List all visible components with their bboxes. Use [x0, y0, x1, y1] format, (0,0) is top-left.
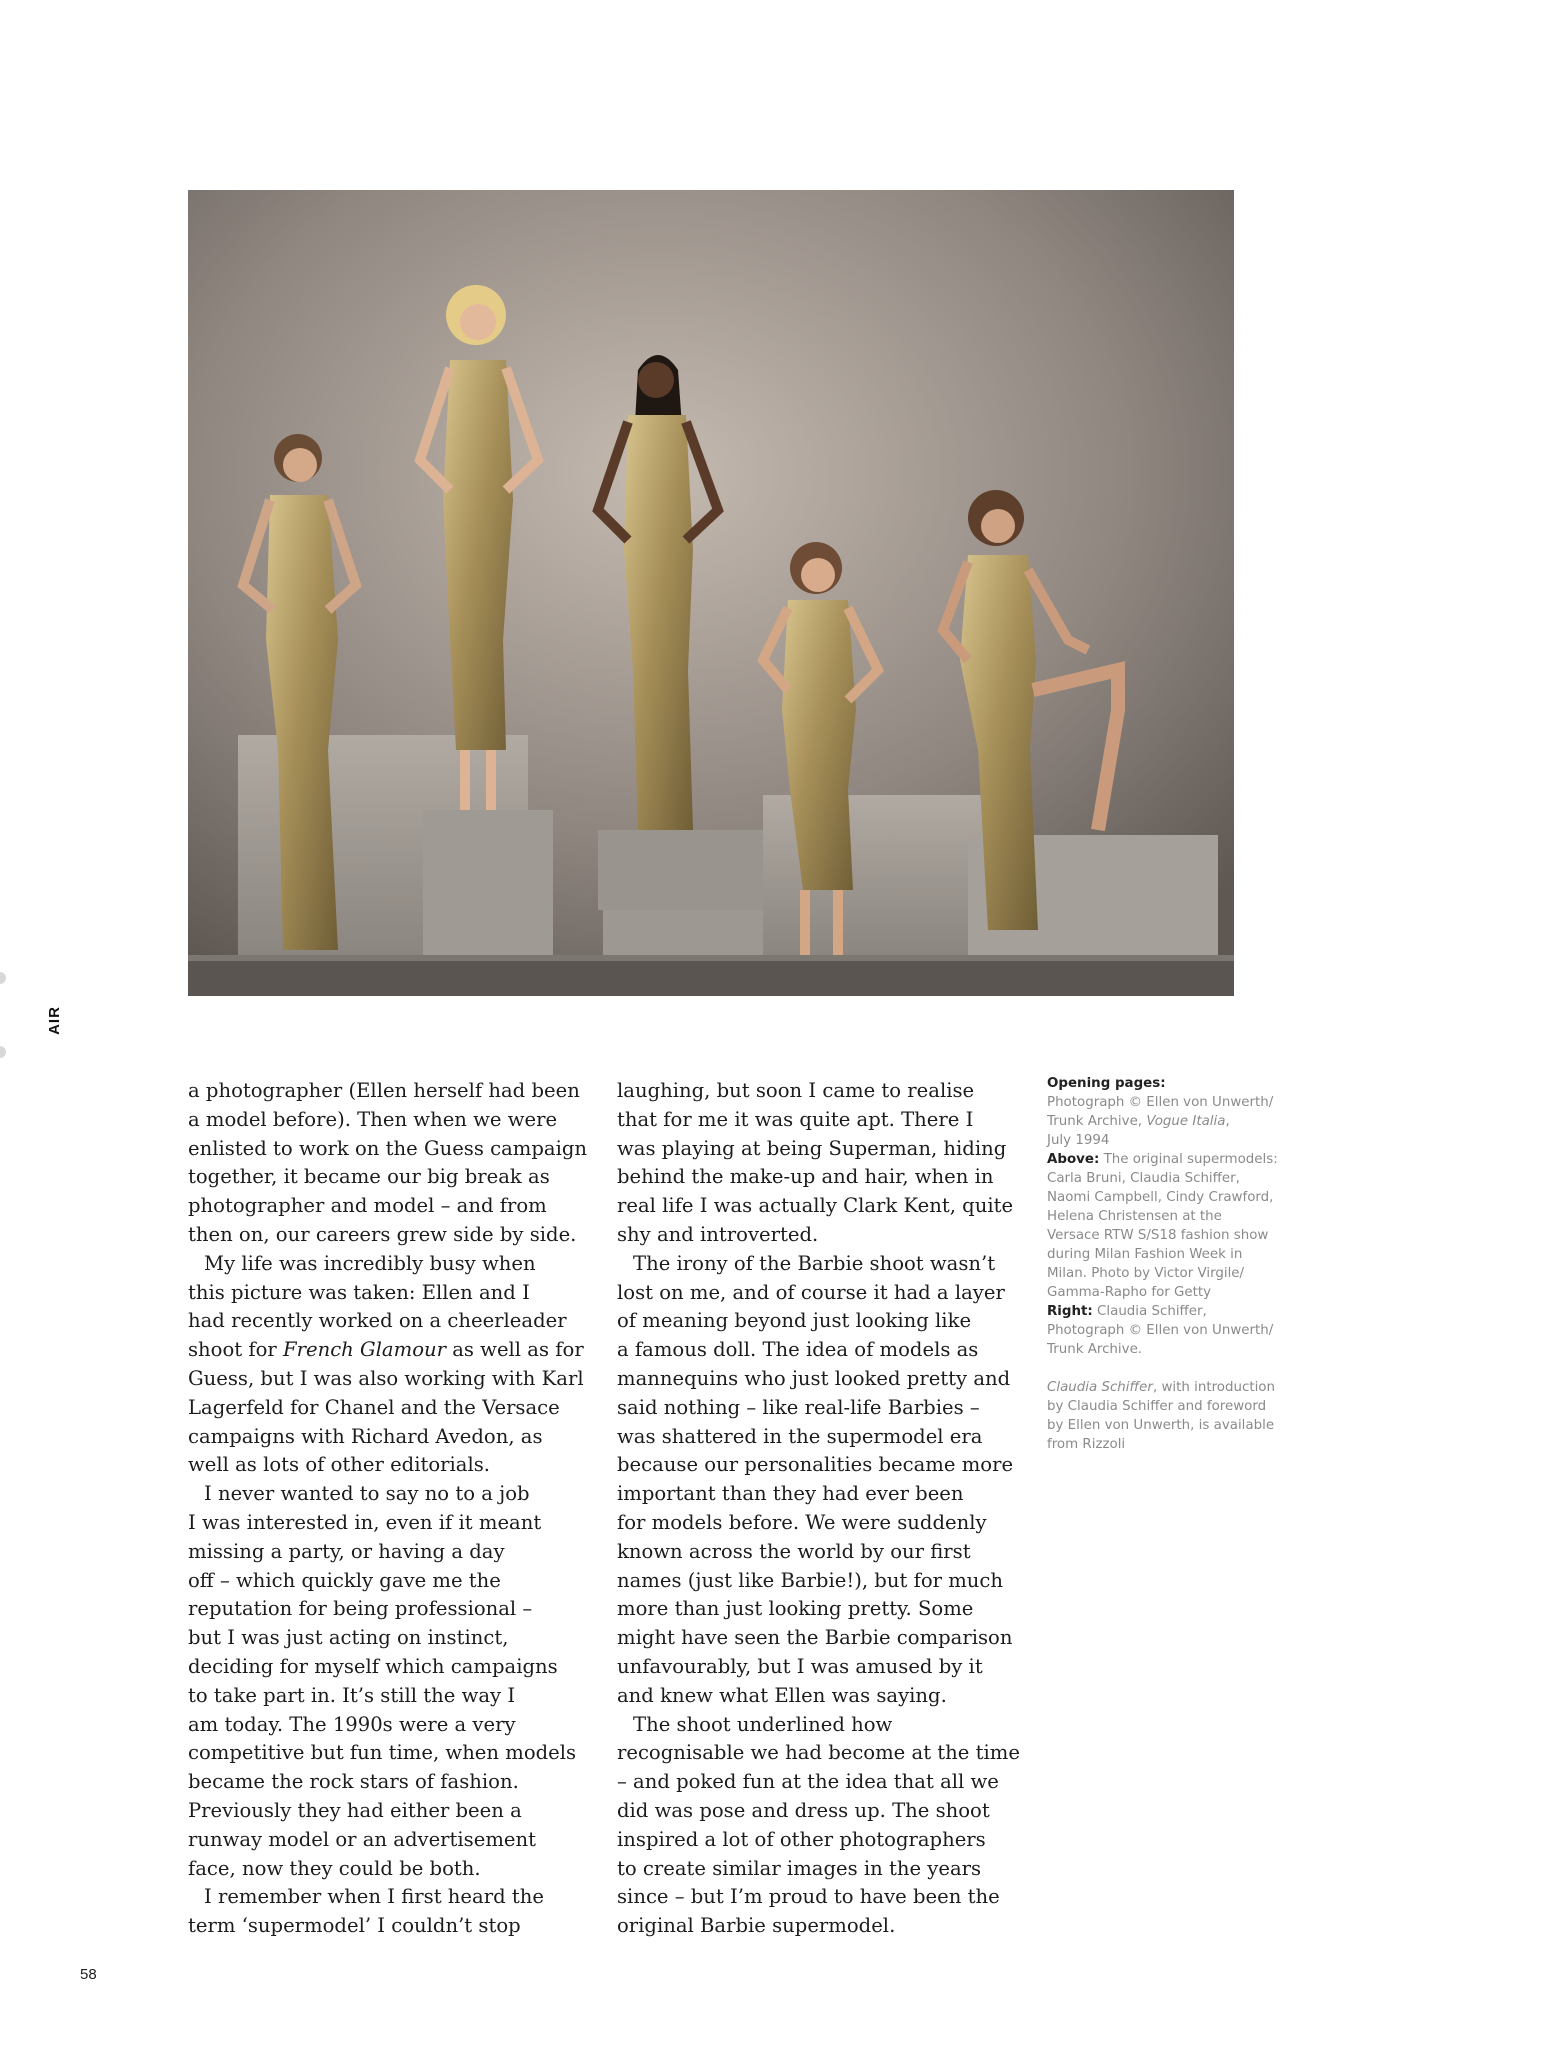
caption-line: Gamma-Rapho for Getty: [1047, 1285, 1212, 1300]
caption-line: Helena Christensen at the: [1047, 1209, 1222, 1224]
caption-run: ,: [1225, 1114, 1230, 1129]
body-column-2: [617, 1077, 1027, 1941]
text-line: and knew what Ellen was saying.: [617, 1683, 947, 1707]
caption-line: Photograph © Ellen von Unwerth/: [1047, 1323, 1274, 1338]
text-line: shy and introverted.: [617, 1222, 819, 1246]
margin-marker: [0, 972, 6, 984]
text-line: became the rock stars of fashion.: [188, 1770, 519, 1794]
text-line: since – but I’m proud to have been the: [617, 1885, 1000, 1909]
caption-label: Above:: [1047, 1152, 1100, 1167]
text-line: The irony of the Barbie shoot wasn’t: [633, 1251, 996, 1275]
supermodels-photo-illustration: [188, 190, 1234, 996]
text-line: I remember when I first heard the: [204, 1885, 544, 1909]
caption-run: Trunk Archive,: [1047, 1114, 1147, 1129]
text-line: The shoot underlined how: [633, 1712, 893, 1736]
caption-run: Claudia Schiffer,: [1092, 1304, 1207, 1319]
text-line: am today. The 1990s were a very: [188, 1712, 516, 1736]
text-line: important than they had ever been: [617, 1482, 964, 1506]
body-column-1: [188, 1077, 598, 1941]
caption-run: , with introduction: [1152, 1380, 1275, 1395]
caption-line: from Rizzoli: [1047, 1437, 1126, 1452]
caption-line: [1047, 1378, 1317, 1397]
text-line: laughing, but soon I came to realise: [617, 1079, 975, 1102]
text-line: mannequins who just looked pretty and: [617, 1366, 1011, 1390]
text-line: I never wanted to say no to a job: [204, 1482, 530, 1506]
section-label: AIR: [45, 1005, 63, 1035]
text-line: original Barbie supermodel.: [617, 1914, 896, 1938]
text-line: photographer and model – and from: [188, 1194, 547, 1218]
text-line: deciding for myself which campaigns: [188, 1654, 558, 1678]
caption-line: during Milan Fashion Week in: [1047, 1247, 1243, 1262]
caption-run: The original supermodels:: [1099, 1152, 1278, 1167]
margin-marker: [0, 1046, 6, 1058]
text-line: face, now they could be both.: [188, 1856, 481, 1880]
caption-line: [1047, 1112, 1317, 1131]
text-line: more than just looking pretty. Some: [617, 1597, 974, 1621]
section-tab: [42, 1000, 66, 1040]
text-run: shoot for: [188, 1338, 284, 1362]
hero-photo: [188, 190, 1234, 996]
text-line: behind the make-up and hair, when in: [617, 1165, 994, 1189]
text-line: known across the world by our first: [617, 1539, 971, 1563]
stage-floor: [188, 955, 1234, 996]
text-line: a model before). Then when we were: [188, 1107, 558, 1131]
text-line: a photographer (Ellen herself had been: [188, 1079, 580, 1102]
text-line: off – which quickly gave me the: [188, 1568, 501, 1592]
text-line: to create similar images in the years: [617, 1856, 982, 1880]
text-line: Previously they had either been a: [188, 1798, 522, 1822]
text-line: but I was just acting on instinct,: [188, 1626, 509, 1650]
text-line: did was pose and dress up. The shoot: [617, 1798, 990, 1822]
text-line: was playing at being Superman, hiding: [617, 1136, 1007, 1160]
caption-line: by Claudia Schiffer and foreword: [1047, 1399, 1267, 1414]
text-line: runway model or an advertisement: [188, 1827, 536, 1851]
text-line: together, it became our big break as: [188, 1165, 550, 1189]
caption-label: Opening pages:: [1047, 1076, 1166, 1091]
caption-label: Right:: [1047, 1304, 1093, 1319]
text-line: this picture was taken: Ellen and I: [188, 1280, 530, 1304]
caption-line: Trunk Archive.: [1047, 1342, 1143, 1357]
caption-line: July 1994: [1047, 1133, 1110, 1148]
caption-line: Versace RTW S/S18 fashion show: [1047, 1228, 1269, 1243]
photo-credits: [1047, 1074, 1317, 1454]
text-line: Guess, but I was also working with Karl: [188, 1366, 584, 1390]
text-line: [188, 1336, 598, 1365]
caption-line: Carla Bruni, Claudia Schiffer,: [1047, 1171, 1240, 1186]
text-line: names (just like Barbie!), but for much: [617, 1568, 1004, 1592]
text-line: said nothing – like real-life Barbies –: [617, 1395, 980, 1419]
text-line: My life was incredibly busy when: [204, 1251, 536, 1275]
text-line: campaigns with Richard Avedon, as: [188, 1424, 543, 1448]
text-line: reputation for being professional –: [188, 1597, 533, 1621]
text-line: well as lots of other editorials.: [188, 1453, 491, 1477]
publication-title: French Glamour: [283, 1338, 446, 1362]
text-line: to take part in. It’s still the way I: [188, 1683, 516, 1707]
text-line: recognisable we had become at the time: [617, 1741, 1020, 1765]
text-line: was shattered in the supermodel era: [617, 1424, 983, 1448]
text-line: I was interested in, even if it meant: [188, 1510, 542, 1534]
text-line: might have seen the Barbie comparison: [617, 1626, 1013, 1650]
text-line: for models before. We were suddenly: [617, 1510, 987, 1534]
caption-line: Photograph © Ellen von Unwerth/: [1047, 1095, 1274, 1110]
text-line: term ‘supermodel’ I couldn’t stop: [188, 1914, 521, 1938]
text-line: competitive but fun time, when models: [188, 1741, 577, 1765]
stage-block: [423, 810, 553, 955]
text-line: enlisted to work on the Guess campaign: [188, 1136, 588, 1160]
book-title: Claudia Schiffer: [1047, 1380, 1153, 1395]
text-line: unfavourably, but I was amused by it: [617, 1654, 983, 1678]
text-line: that for me it was quite apt. There I: [617, 1107, 974, 1131]
caption-line: [1047, 1302, 1317, 1321]
text-line: had recently worked on a cheerleader: [188, 1309, 567, 1333]
caption-line: [1047, 1150, 1317, 1169]
caption-line: Naomi Campbell, Cindy Crawford,: [1047, 1190, 1274, 1205]
page-number: 58: [80, 1966, 97, 1983]
text-run: as well as for: [445, 1338, 584, 1362]
text-line: real life I was actually Clark Kent, quite: [617, 1194, 1014, 1218]
text-line: of meaning beyond just looking like: [617, 1309, 972, 1333]
text-line: because our personalities became more: [617, 1453, 1014, 1477]
text-line: a famous doll. The idea of models as: [617, 1338, 979, 1362]
text-line: then on, our careers grew side by side.: [188, 1222, 577, 1246]
text-line: – and poked fun at the idea that all we: [617, 1770, 999, 1794]
publication-title: Vogue Italia: [1146, 1114, 1226, 1129]
text-line: lost on me, and of course it had a layer: [617, 1280, 1005, 1304]
caption-line: by Ellen von Unwerth, is available: [1047, 1418, 1275, 1433]
caption-line: [1047, 1074, 1317, 1093]
text-line: missing a party, or having a day: [188, 1539, 505, 1563]
text-line: inspired a lot of other photographers: [617, 1827, 986, 1851]
text-line: Lagerfeld for Chanel and the Versace: [188, 1395, 560, 1419]
caption-line: Milan. Photo by Victor Virgile/: [1047, 1266, 1245, 1281]
